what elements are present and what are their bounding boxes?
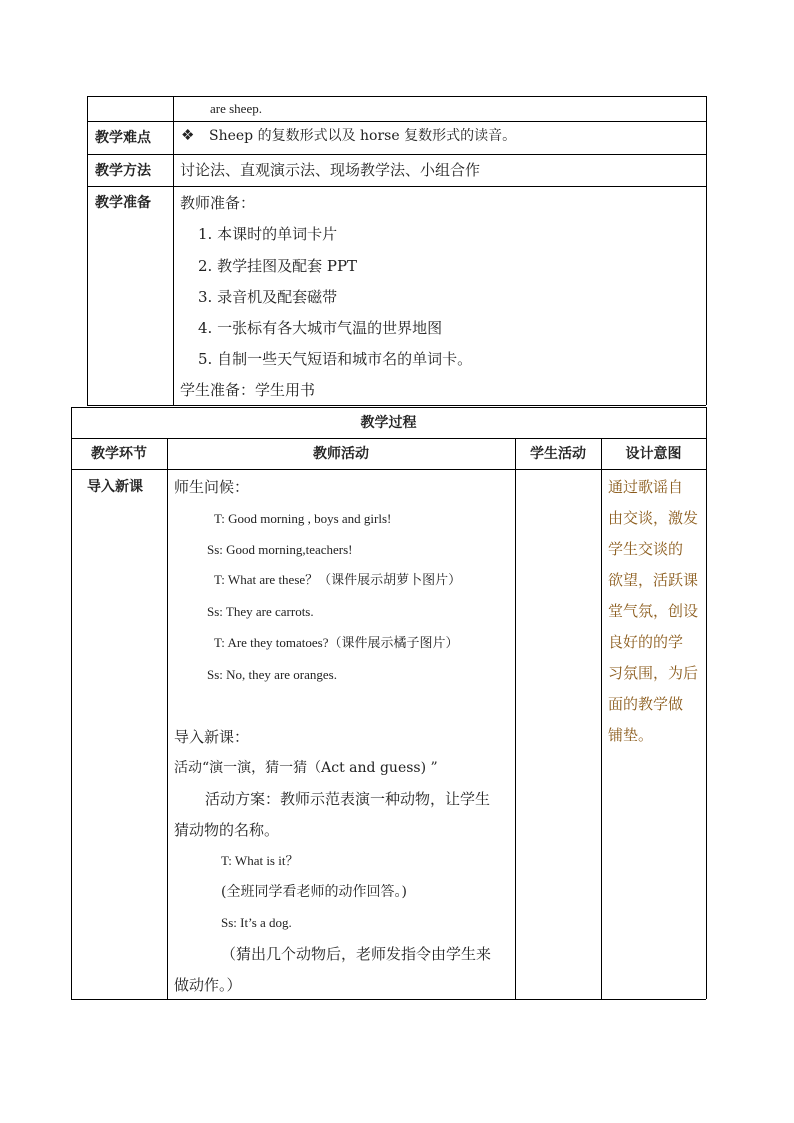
table-border bbox=[71, 999, 706, 1000]
teacher-line: T: What is it？ bbox=[221, 853, 299, 868]
table-border bbox=[173, 96, 174, 405]
teacher-line: 活动“演一演，猜一猜（Act and guess) ” bbox=[174, 760, 438, 776]
teacher-line: Ss: They are carrots. bbox=[207, 604, 314, 619]
preparation-label: 教学准备 bbox=[95, 195, 151, 211]
difficulty-text: Sheep 的复数形式以及 horse 复数形式的读音。 bbox=[209, 128, 517, 144]
teacher-line: T: Good morning , boys and girls! bbox=[214, 511, 392, 526]
table-border bbox=[71, 407, 72, 999]
design-line: 学生交谈的 bbox=[608, 540, 684, 558]
difficulty-label: 教学难点 bbox=[95, 130, 151, 146]
teacher-line: 猜动物的名称。 bbox=[174, 821, 280, 839]
table-border bbox=[87, 186, 706, 187]
teacher-line: Ss: Good morning,teachers! bbox=[207, 542, 353, 557]
header-design-intent: 设计意图 bbox=[625, 446, 682, 462]
design-line: 铺垫。 bbox=[608, 726, 654, 744]
header-student-activity: 学生活动 bbox=[530, 446, 586, 462]
table-border bbox=[706, 96, 707, 405]
teacher-line: T: Are they tomatoes?（课件展示橘子图片） bbox=[214, 635, 459, 650]
header-teacher-activity: 教师活动 bbox=[313, 446, 369, 462]
table-border bbox=[87, 154, 706, 155]
prep-item: 4. 一张标有各大城市气温的世界地图 bbox=[198, 319, 443, 337]
prep-item: 5. 自制一些天气短语和城市名的单词卡。 bbox=[198, 350, 473, 368]
teacher-prep-title: 教师准备： bbox=[180, 194, 256, 212]
table-border bbox=[87, 96, 706, 97]
table-border bbox=[71, 407, 706, 408]
teacher-line: 活动方案：教师示范表演一种动物，让学生 bbox=[205, 790, 491, 808]
teacher-line: Ss: It’s a dog. bbox=[221, 915, 292, 930]
student-prep: 学生准备：学生用书 bbox=[180, 381, 316, 399]
teacher-line: Ss: No, they are oranges. bbox=[207, 667, 337, 682]
design-line: 通过歌谣自 bbox=[608, 478, 684, 496]
teacher-line: 导入新课： bbox=[174, 728, 250, 746]
teacher-line: (全班同学看老师的动作回答。) bbox=[221, 884, 407, 900]
design-line: 面的教学做 bbox=[608, 695, 684, 713]
prep-item: 2. 教学挂图及配套 PPT bbox=[198, 257, 358, 275]
design-line: 良好的的学 bbox=[608, 633, 684, 651]
design-line: 习氛围，为后 bbox=[608, 664, 699, 682]
teacher-line: 做动作。） bbox=[174, 976, 242, 994]
teacher-line: 师生问候： bbox=[174, 478, 250, 496]
prep-item: 3. 录音机及配套磁带 bbox=[198, 288, 338, 306]
method-text: 讨论法、直观演示法、现场教学法、小组合作 bbox=[180, 161, 481, 179]
process-title: 教学过程 bbox=[360, 415, 417, 431]
table-border bbox=[167, 438, 168, 999]
design-line: 堂气氛，创设 bbox=[608, 602, 699, 620]
prep-item: 1. 本课时的单词卡片 bbox=[198, 225, 338, 243]
table-border bbox=[515, 438, 516, 999]
teacher-line: （猜出几个动物后，老师发指令由学生来 bbox=[221, 945, 492, 963]
table-border bbox=[87, 96, 88, 405]
design-line: 欲望，活跃课 bbox=[608, 571, 699, 589]
stage-label: 导入新课 bbox=[87, 479, 143, 495]
teacher-line: T: What are these？（课件展示胡萝卜图片） bbox=[214, 572, 462, 587]
table-border bbox=[601, 438, 602, 999]
table-border bbox=[87, 405, 706, 406]
design-line: 由交谈，激发 bbox=[608, 509, 699, 527]
method-label: 教学方法 bbox=[95, 163, 151, 179]
table-border bbox=[706, 407, 707, 999]
table-border bbox=[87, 121, 706, 122]
header-stage: 教学环节 bbox=[91, 446, 147, 462]
bullet-icon: ❖ bbox=[181, 126, 195, 144]
objective-continuation: are sheep. bbox=[210, 101, 262, 116]
